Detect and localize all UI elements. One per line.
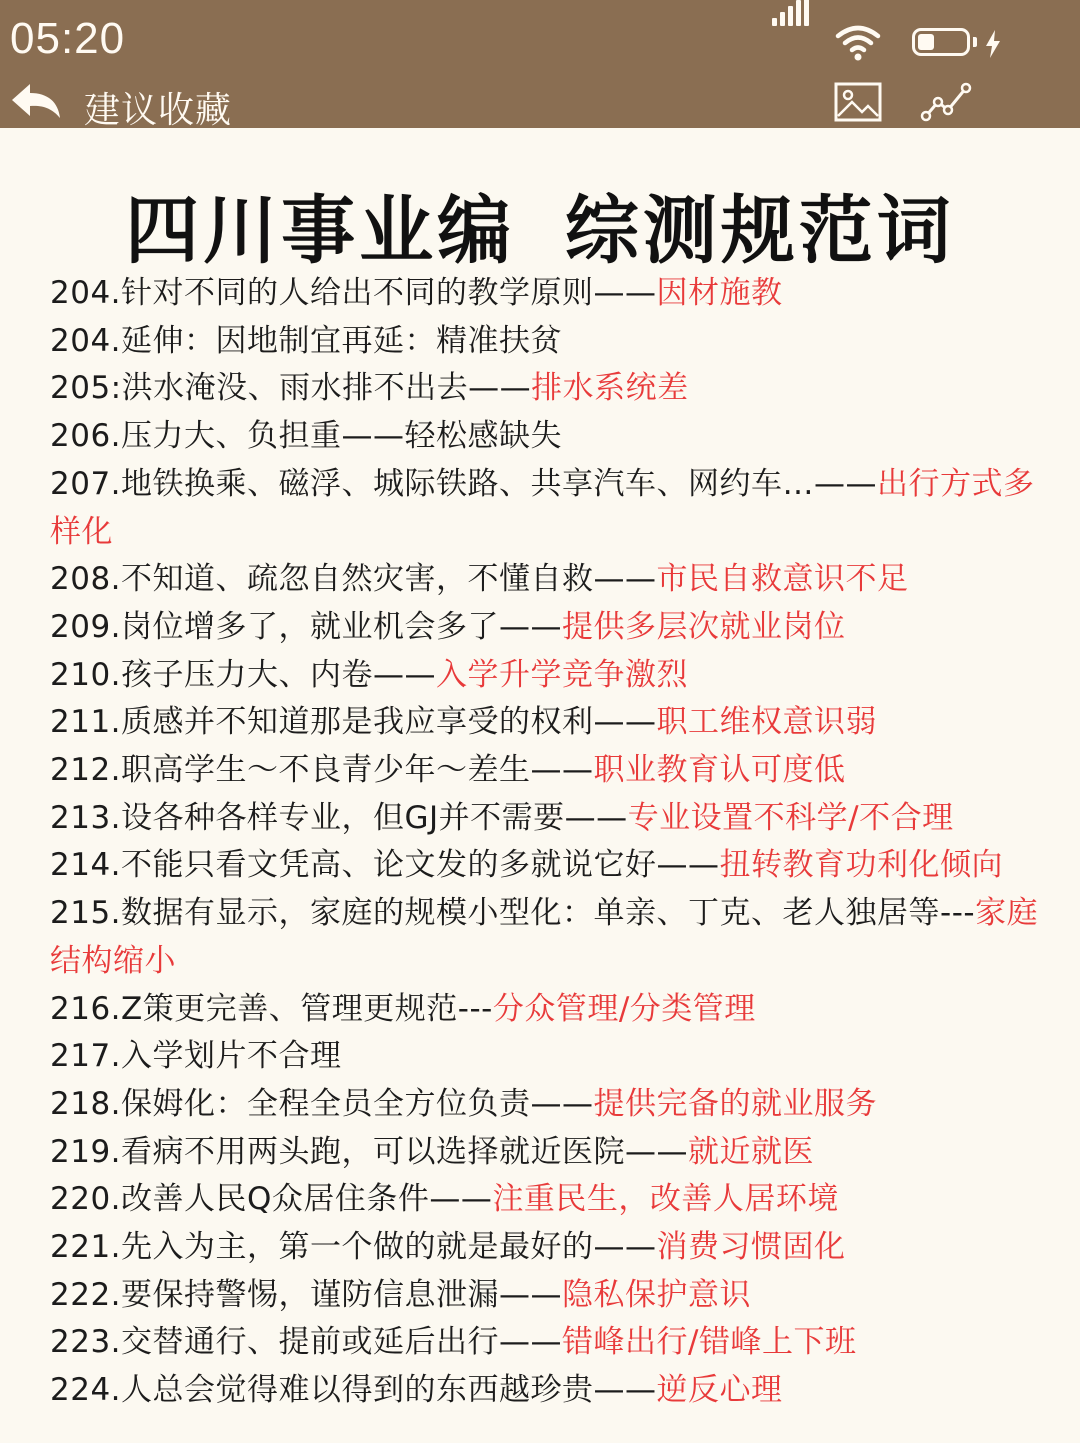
- item-question: 204.延伸：因地制宜再延：精准扶贫: [50, 322, 563, 359]
- item-answer: 注重民生，改善人居环境: [492, 1181, 839, 1218]
- back-arrow-icon[interactable]: [8, 78, 64, 122]
- item-question: 212.职高学生～不良青少年～差生——: [50, 752, 594, 789]
- item-answer: 职工维权意识弱: [656, 704, 878, 741]
- item-answer: 隐私保护意识: [562, 1276, 752, 1313]
- list-item: [50, 652, 1050, 700]
- item-question: 208.不知道、疏忽自然灾害，不懂自救——: [50, 561, 657, 598]
- item-question: 209.岗位增多了，就业机会多了——: [50, 608, 563, 645]
- list-item: [50, 1129, 1050, 1177]
- list-item: [50, 747, 1050, 795]
- item-answer: 分众管理/分类管理: [492, 990, 756, 1027]
- item-question: 221.先入为主，第一个做的就是最好的——: [50, 1229, 657, 1266]
- list-item: [50, 1081, 1050, 1129]
- item-answer: 提供多层次就业岗位: [562, 608, 846, 645]
- list-item: [50, 890, 1050, 985]
- charging-bolt-icon: [984, 30, 1002, 58]
- list-item: [50, 795, 1050, 843]
- status-time: 05:20: [10, 14, 126, 63]
- image-icon[interactable]: [834, 82, 882, 122]
- item-answer: 市民自救意识不足: [656, 561, 909, 598]
- item-question: 210.孩子压力大、内卷——: [50, 656, 437, 693]
- item-answer: 家庭结构缩小: [50, 895, 1039, 979]
- list-item: [50, 1367, 1050, 1415]
- item-question: 204.针对不同的人给出不同的教学原则——: [50, 275, 657, 311]
- line-chart-icon[interactable]: [920, 80, 974, 124]
- list-item: [50, 1272, 1050, 1320]
- item-answer: 入学升学竞争激烈: [436, 656, 689, 693]
- list-item: [50, 365, 1050, 413]
- item-question: 211.质感并不知道那是我应享受的权利——: [50, 704, 657, 741]
- item-question: 220.改善人民Q众居住条件——: [50, 1181, 493, 1218]
- nav-title: 建议收藏: [84, 90, 233, 131]
- item-question: 207.地铁换乘、磁浮、城际铁路、共享汽车、网约车…——: [50, 465, 878, 502]
- item-answer: 职业教育认可度低: [593, 752, 846, 789]
- list-item: [50, 318, 1050, 366]
- item-question: 206.压力大、负担重——轻松感缺失: [50, 418, 563, 455]
- item-answer: 就近就医: [688, 1133, 815, 1170]
- wifi-icon: [834, 22, 882, 62]
- nav-bar: [0, 78, 1080, 131]
- term-list: [50, 270, 1050, 1415]
- item-answer: 排水系统差: [531, 370, 689, 407]
- item-question: 214.不能只看文凭高、论文发的多就说它好——: [50, 847, 720, 884]
- list-item: [50, 604, 1050, 652]
- item-question: 223.交替通行、提前或延后出行——: [50, 1324, 563, 1361]
- battery-icon: [912, 28, 970, 56]
- list-item: [50, 270, 1050, 318]
- item-question: 216.Z策更完善、管理更规范---: [50, 990, 493, 1027]
- item-question: 219.看病不用两头跑，可以选择就近医院——: [50, 1133, 689, 1170]
- list-item: [50, 461, 1050, 556]
- item-question: 217.入学划片不合理: [50, 1038, 342, 1075]
- list-item: [50, 986, 1050, 1034]
- list-item: [50, 1224, 1050, 1272]
- item-answer: 扭转教育功利化倾向: [719, 847, 1004, 884]
- list-item: [50, 556, 1050, 604]
- item-question: 205:洪水淹没、雨水排不出去——: [50, 370, 532, 407]
- list-item: [50, 1319, 1050, 1367]
- item-answer: 专业设置不科学/不合理: [627, 799, 954, 836]
- battery-tip: [973, 37, 977, 47]
- item-question: 224.人总会觉得难以得到的东西越珍贵——: [50, 1372, 657, 1409]
- item-question: 213.设各种各样专业，但GJ并不需要——: [50, 799, 628, 836]
- list-item: [50, 1033, 1050, 1081]
- item-answer: 出行方式多样化: [50, 465, 1035, 550]
- status-bar: [0, 0, 1080, 78]
- item-answer: 提供完备的就业服务: [593, 1085, 878, 1122]
- item-answer: 消费习惯固化: [656, 1229, 846, 1266]
- item-question: 218.保姆化：全程全员全方位负责——: [50, 1085, 594, 1122]
- item-question: 222.要保持警惕，谨防信息泄漏——: [50, 1276, 563, 1313]
- item-answer: 因材施教: [656, 275, 783, 311]
- item-answer: 错峰出行/错峰上下班: [562, 1324, 857, 1361]
- item-answer: 逆反心理: [656, 1372, 783, 1409]
- content-area: [0, 128, 1080, 1443]
- list-item: [50, 699, 1050, 747]
- list-item: [50, 842, 1050, 890]
- list-item: [50, 413, 1050, 461]
- item-question: 215.数据有显示，家庭的规模小型化：单亲、丁克、老人独居等---: [50, 895, 976, 932]
- list-item: [50, 1176, 1050, 1224]
- page-title: 四川事业编 综测规范词: [125, 188, 955, 274]
